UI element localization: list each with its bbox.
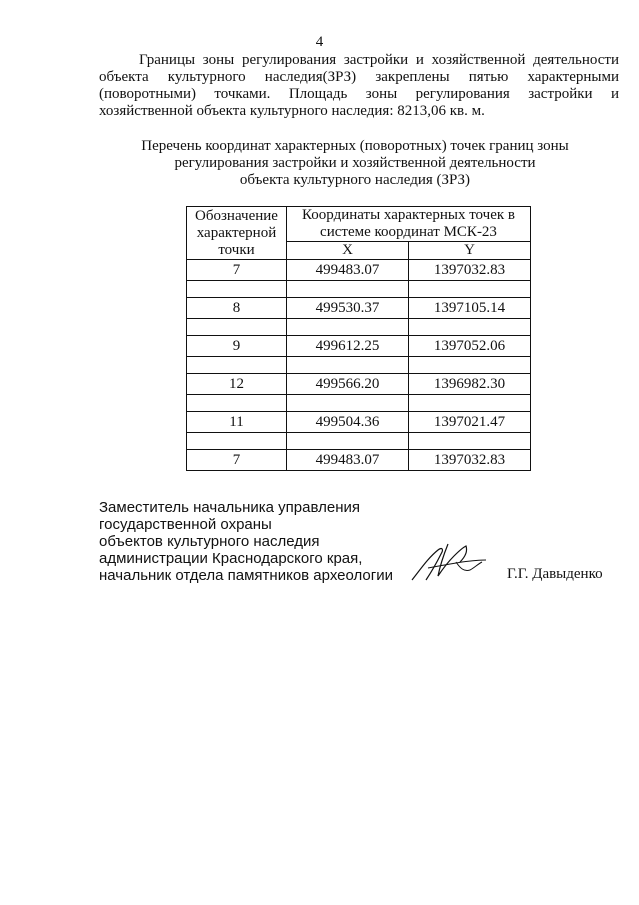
table-spacer-row <box>187 395 531 412</box>
empty-cell <box>409 395 531 412</box>
empty-cell <box>287 433 409 450</box>
header-text: точки <box>218 241 255 258</box>
x-cell: 499530.37 <box>287 298 409 319</box>
point-cell: 11 <box>187 412 287 433</box>
list-title <box>120 138 590 189</box>
y-cell: 1397052.06 <box>409 336 531 357</box>
y-cell: 1397032.83 <box>409 450 531 471</box>
signatory-line: объектов культурного наследия <box>99 533 320 550</box>
header-text: характерной <box>196 224 277 241</box>
empty-cell <box>409 319 531 336</box>
table-header-row <box>187 207 531 242</box>
table-row <box>187 298 531 319</box>
empty-cell <box>287 357 409 374</box>
table-row <box>187 260 531 281</box>
empty-cell <box>287 281 409 298</box>
coordinates-table <box>186 206 531 471</box>
point-cell: 8 <box>187 298 287 319</box>
list-title-line: регулирования застройки и хозяйственной деятельности <box>174 155 536 171</box>
header-text: Обозначение <box>195 207 278 224</box>
header-y: Y <box>409 242 531 260</box>
empty-cell <box>409 433 531 450</box>
header-text: системе координат МСК-23 <box>320 224 497 240</box>
handwritten-signature <box>408 540 490 584</box>
empty-cell <box>187 433 287 450</box>
page-number: 4 <box>315 34 324 50</box>
point-cell: 9 <box>187 336 287 357</box>
signatory-line: Заместитель начальника управления <box>99 499 360 516</box>
empty-cell <box>409 357 531 374</box>
signatory-position <box>99 499 399 584</box>
list-title-line: объекта культурного наследия (ЗРЗ) <box>239 172 471 188</box>
x-cell: 499504.36 <box>287 412 409 433</box>
x-cell: 499566.20 <box>287 374 409 395</box>
y-cell: 1397021.47 <box>409 412 531 433</box>
empty-cell <box>287 319 409 336</box>
header-coordinates <box>287 207 531 242</box>
table-row <box>187 336 531 357</box>
list-title-line: Перечень координат характерных (поворотных) точек границ зоны <box>141 138 569 154</box>
intro-paragraph: Границы зоны регулирования застройки и хозяйственной деятельности объекта культурного наследия(ЗРЗ) закреплены пятью характерными (поворотными) точками. Площадь зоны регулирования застройки и хозяйственной объекта культурного наследия: 8213,06 кв. м. <box>99 52 619 119</box>
signatory-line: администрации Краснодарского края, <box>99 550 363 567</box>
point-cell: 7 <box>187 260 287 281</box>
table-row <box>187 374 531 395</box>
table-spacer-row <box>187 357 531 374</box>
y-cell: 1397105.14 <box>409 298 531 319</box>
header-text: Координаты характерных точек в <box>302 207 515 223</box>
empty-cell <box>187 281 287 298</box>
x-cell: 499483.07 <box>287 450 409 471</box>
x-cell: 499483.07 <box>287 260 409 281</box>
header-point-designation <box>187 207 287 260</box>
empty-cell <box>187 319 287 336</box>
signatory-line: государственной охраны <box>99 516 272 533</box>
empty-cell <box>187 357 287 374</box>
table-row <box>187 412 531 433</box>
y-cell: 1396982.30 <box>409 374 531 395</box>
y-cell: 1397032.83 <box>409 260 531 281</box>
table-row <box>187 450 531 471</box>
signer-name: Г.Г. Давыденко <box>507 566 603 582</box>
x-cell: 499612.25 <box>287 336 409 357</box>
point-cell: 12 <box>187 374 287 395</box>
signatory-line: начальник отдела памятников археологии <box>99 567 393 584</box>
table-spacer-row <box>187 319 531 336</box>
table-spacer-row <box>187 433 531 450</box>
header-x: X <box>287 242 409 260</box>
empty-cell <box>287 395 409 412</box>
empty-cell <box>409 281 531 298</box>
point-cell: 7 <box>187 450 287 471</box>
empty-cell <box>187 395 287 412</box>
table-spacer-row <box>187 281 531 298</box>
